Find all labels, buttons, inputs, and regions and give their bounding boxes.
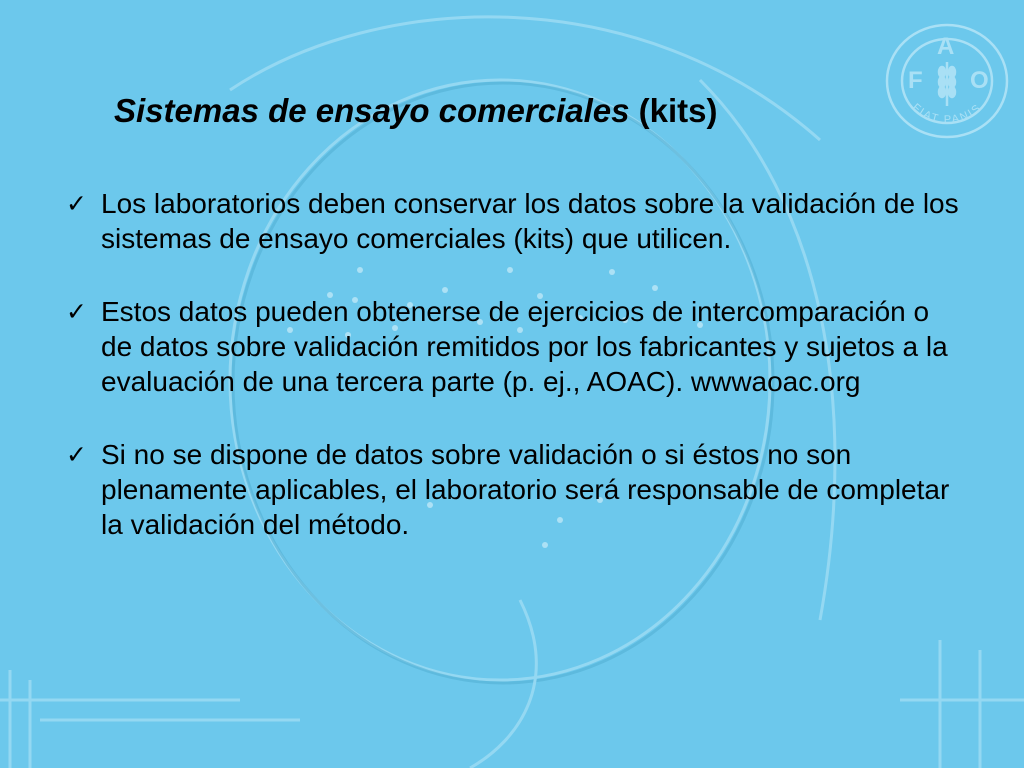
check-mark-icon: ✓ <box>66 189 87 218</box>
bullet-text: Estos datos pueden obtenerse de ejercicios de intercomparación o de datos sobre validación remitidos por los fabricantes y sujetos a la evaluación de una tercera parte (p. ej., AOAC). wwwaoac.org <box>101 296 948 397</box>
title-suffix: (kits) <box>638 92 718 129</box>
slide-title <box>114 92 717 130</box>
fao-logo <box>884 22 1010 140</box>
check-mark-icon: ✓ <box>66 440 87 469</box>
bullet-list <box>66 186 966 580</box>
check-mark-icon: ✓ <box>66 297 87 326</box>
logo-letter-f: F <box>908 67 923 94</box>
logo-letter-a: A <box>937 33 955 60</box>
bullet-item <box>66 294 966 399</box>
bullet-text: Los laboratorios deben conservar los datos sobre la validación de los sistemas de ensayo comerciales (kits) que utilicen. <box>101 188 959 254</box>
logo-motto: FIAT PANIS <box>909 101 985 127</box>
bullet-item <box>66 186 966 256</box>
wheat-icon <box>939 62 955 106</box>
title-italic: Sistemas de ensayo comerciales <box>114 92 630 129</box>
bullet-item <box>66 437 966 542</box>
bullet-text: Si no se dispone de datos sobre validación o si éstos no son plenamente aplicables, el laboratorio será responsable de completar la validación del método. <box>101 439 950 540</box>
logo-letter-o: O <box>970 67 989 94</box>
